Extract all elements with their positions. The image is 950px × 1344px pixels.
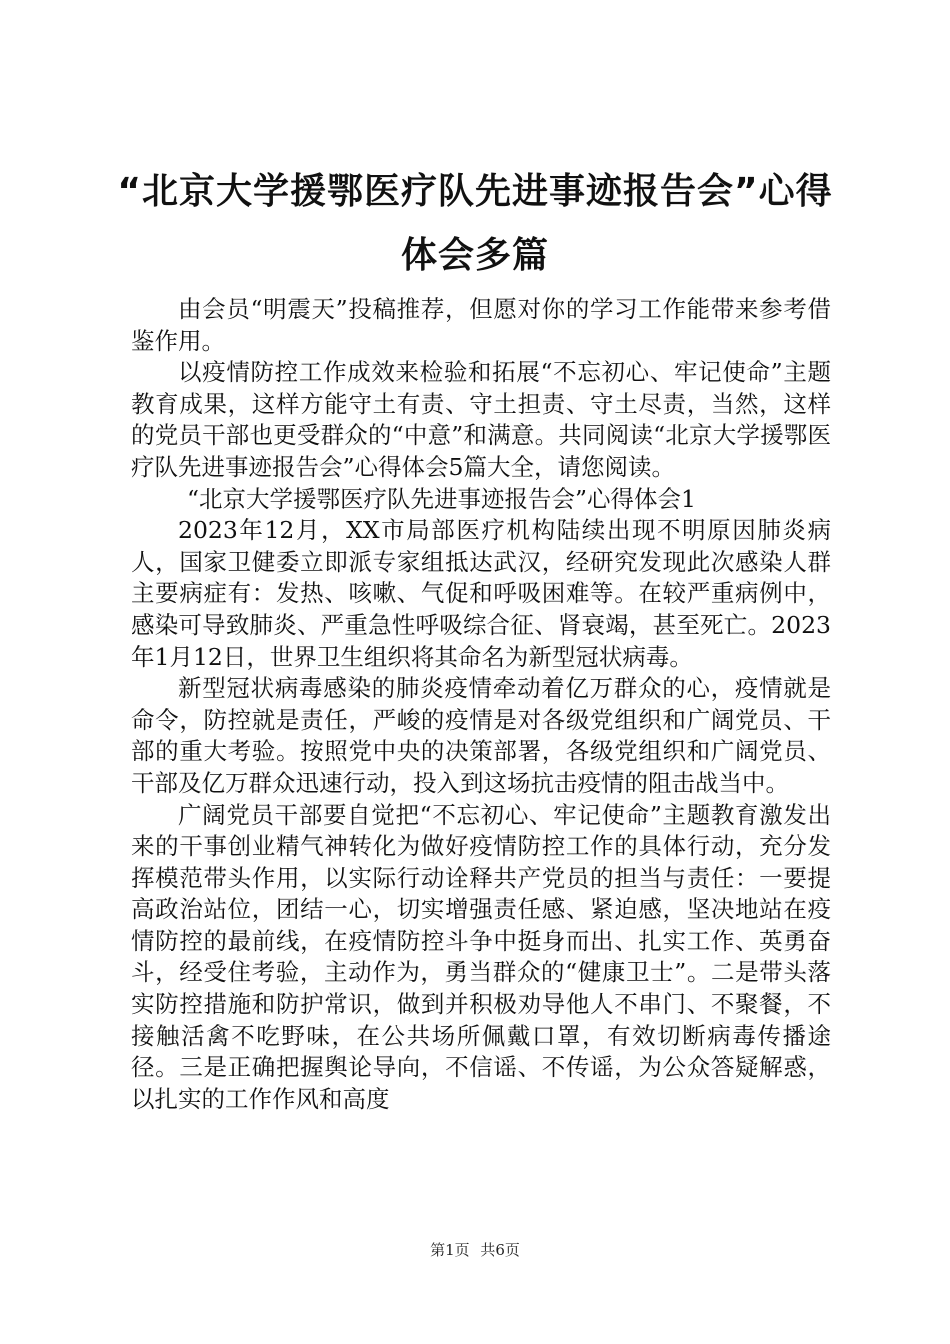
- paragraph: 2023年12月，XX市局部医疗机构陆续出现不明原因肺炎病人，国家卫健委立即派专家组抵达武汉，经研究发现此次感染人群主要病症有：发热、咳嗽、气促和呼吸困难等。在较严重病例中，感染可导致肺炎、严重急性呼吸综合征、肾衰竭，甚至死亡。2023年1月12日，世界卫生组织将其命名为新型冠状病毒。: [131, 516, 831, 671]
- title-line-2: 体会多篇: [400, 235, 549, 276]
- document-body: [131, 294, 831, 1115]
- page-total: 共6页: [480, 1241, 520, 1259]
- paragraph-intro: 由会员“明震天”投稿推荐，但愿对你的学习工作能带来参考借鉴作用。: [131, 295, 831, 355]
- section-heading: “北京大学援鄂医疗队先进事迹报告会”心得体会1: [187, 484, 696, 513]
- paragraph-summary: 以疫情防控工作成效来检验和拓展“不忘初心、牢记使命”主题教育成果，这样方能守土有责、守土担责、守土尽责，当然，这样的党员干部也更受群众的“中意”和满意。共同阅读“北京大学援鄂医疗队先进事迹报告会”心得体会5篇大全，请您阅读。: [131, 358, 831, 481]
- document-title: [100, 160, 850, 288]
- title-line-1: “北京大学援鄂医疗队先进事迹报告会”心得: [117, 171, 833, 212]
- paragraph: 广阔党员干部要自觉把“不忘初心、牢记使命”主题教育激发出来的干事创业精气神转化为做好疫情防控工作的具体行动，充分发挥模范带头作用，以实际行动诠释共产党员的担当与责任：一要提高政治站位，团结一心，切实增强责任感、紧迫感，坚决地站在疫情防控的最前线，在疫情防控斗争中挺身而出、扎实工作、英勇奋斗，经受住考验，主动作为，勇当群众的“健康卫士”。二是带头落实防控措施和防护常识，做到并积极劝导他人不串门、不聚餐，不接触活禽不吃野味，在公共场所佩戴口罩，有效切断病毒传播途径。三是正确把握舆论导向，不信谣、不传谣，为公众答疑解惑，以扎实的工作作风和高度: [131, 800, 831, 1113]
- page-number: 第1页: [430, 1241, 470, 1259]
- paragraph: 新型冠状病毒感染的肺炎疫情牵动着亿万群众的心，疫情就是命令，防控就是责任，严峻的疫情是对各级党组织和广阔党员、干部的重大考验。按照党中央的决策部署，各级党组织和广阔党员、干部及亿万群众迅速行动，投入到这场抗击疫情的阻击战当中。: [131, 674, 831, 797]
- page-footer: [0, 1240, 950, 1260]
